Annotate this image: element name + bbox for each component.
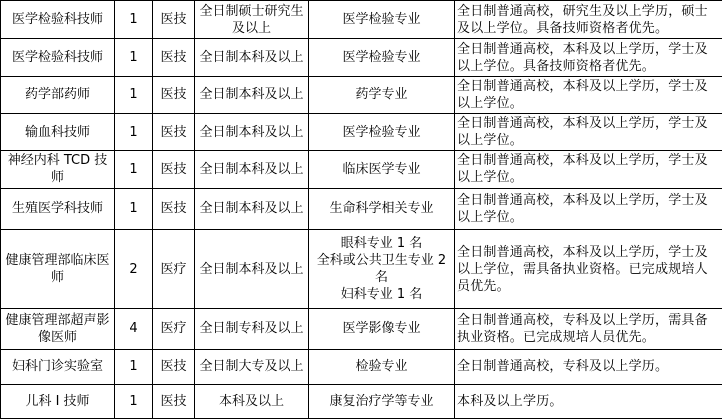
major-cell: [309, 230, 455, 309]
category-cell: 医技: [153, 188, 195, 230]
table-row: [1, 188, 722, 230]
table-row: [1, 1, 722, 39]
category-cell: 医技: [153, 1, 195, 39]
education-cell: 全日制本科及以上: [195, 151, 309, 188]
table-row: [1, 349, 722, 384]
requirements-cell: 全日制普通高校，本科及以上学历，学士及以上学位。: [455, 114, 722, 151]
category-cell: 医技: [153, 39, 195, 76]
major-cell: 康复治疗学等专业: [309, 384, 455, 418]
category-cell: 医技: [153, 114, 195, 151]
position-cell: 药学部药师: [1, 76, 115, 113]
major-cell: 生命科学相关专业: [309, 188, 455, 230]
category-cell: 医疗: [153, 309, 195, 350]
position-cell: 生殖医学科技师: [1, 188, 115, 230]
count-cell: 2: [115, 230, 153, 309]
major-cell: 临床医学专业: [309, 151, 455, 188]
requirements-cell: 全日制普通高校，本科及以上学历，学士及以上学位。具备技师资格者优先。: [455, 39, 722, 76]
education-cell: 全日制大专及以上: [195, 349, 309, 384]
position-cell: 妇科门诊实验室: [1, 349, 115, 384]
major-cell: 医学检验专业: [309, 1, 455, 39]
table-row: [1, 230, 722, 309]
position-cell: 健康管理部临床医师: [1, 230, 115, 309]
major-cell: 检验专业: [309, 349, 455, 384]
table-row: [1, 384, 722, 418]
education-cell: 全日制本科及以上: [195, 39, 309, 76]
major-line: 妇科专业 1 名: [340, 287, 423, 303]
category-cell: 医技: [153, 349, 195, 384]
count-cell: 4: [115, 309, 153, 350]
table-row: [1, 39, 722, 76]
category-cell: 医技: [153, 151, 195, 188]
major-cell: 医学检验专业: [309, 39, 455, 76]
count-cell: 1: [115, 384, 153, 418]
position-cell: 输血科技师: [1, 114, 115, 151]
requirements-cell: 全日制普通高校，专科及以上学历，需具备执业资格。已完成规培人员优先。: [455, 309, 722, 350]
requirements-cell: 全日制普通高校，研究生及以上学历，硕士及以上学位。具备技师资格者优先。: [455, 1, 722, 39]
category-cell: 医疗: [153, 230, 195, 309]
requirements-cell: 全日制普通高校，本科及以上学历，学士及以上学位。: [455, 151, 722, 188]
major-cell: 医学影像专业: [309, 309, 455, 350]
count-cell: 1: [115, 349, 153, 384]
education-cell: 全日制本科及以上: [195, 76, 309, 113]
requirements-cell: 全日制普通高校，专科及以上学历。: [455, 349, 722, 384]
major-line: 眼科专业 1 名: [340, 236, 423, 252]
count-cell: 1: [115, 188, 153, 230]
position-cell: 医学检验科技师: [1, 1, 115, 39]
major-cell: 药学专业: [309, 76, 455, 113]
position-cell: 健康管理部超声影像医师: [1, 309, 115, 350]
requirements-cell: 本科及以上学历。: [455, 384, 722, 418]
position-cell: 儿科 I 技师: [1, 384, 115, 418]
count-cell: 1: [115, 39, 153, 76]
major-cell: 医学检验专业: [309, 114, 455, 151]
position-cell: 医学检验科技师: [1, 39, 115, 76]
education-cell: 全日制本科及以上: [195, 188, 309, 230]
table-row: [1, 114, 722, 151]
table-row: [1, 76, 722, 113]
count-cell: 1: [115, 151, 153, 188]
count-cell: 1: [115, 1, 153, 39]
table-row: [1, 309, 722, 350]
count-cell: 1: [115, 76, 153, 113]
requirements-cell: 全日制普通高校，本科及以上学历，学士及以上学位。: [455, 188, 722, 230]
table-row: [1, 151, 722, 188]
count-cell: 1: [115, 114, 153, 151]
education-cell: 全日制硕士研究生及以上: [195, 1, 309, 39]
category-cell: 医技: [153, 384, 195, 418]
education-cell: 全日制本科及以上: [195, 230, 309, 309]
major-line: 全科或公共卫生专业 2 名: [316, 253, 447, 286]
education-cell: 本科及以上: [195, 384, 309, 418]
education-cell: 全日制本科及以上: [195, 114, 309, 151]
category-cell: 医技: [153, 76, 195, 113]
position-cell: 神经内科 TCD 技师: [1, 151, 115, 188]
requirements-cell: 全日制普通高校，本科及以上学历，学士及以上学位，需具备执业资格。已完成规培人员优先。: [455, 230, 722, 309]
education-cell: 全日制专科及以上: [195, 309, 309, 350]
requirements-cell: 全日制普通高校，本科及以上学历，学士及以上学位。: [455, 76, 722, 113]
